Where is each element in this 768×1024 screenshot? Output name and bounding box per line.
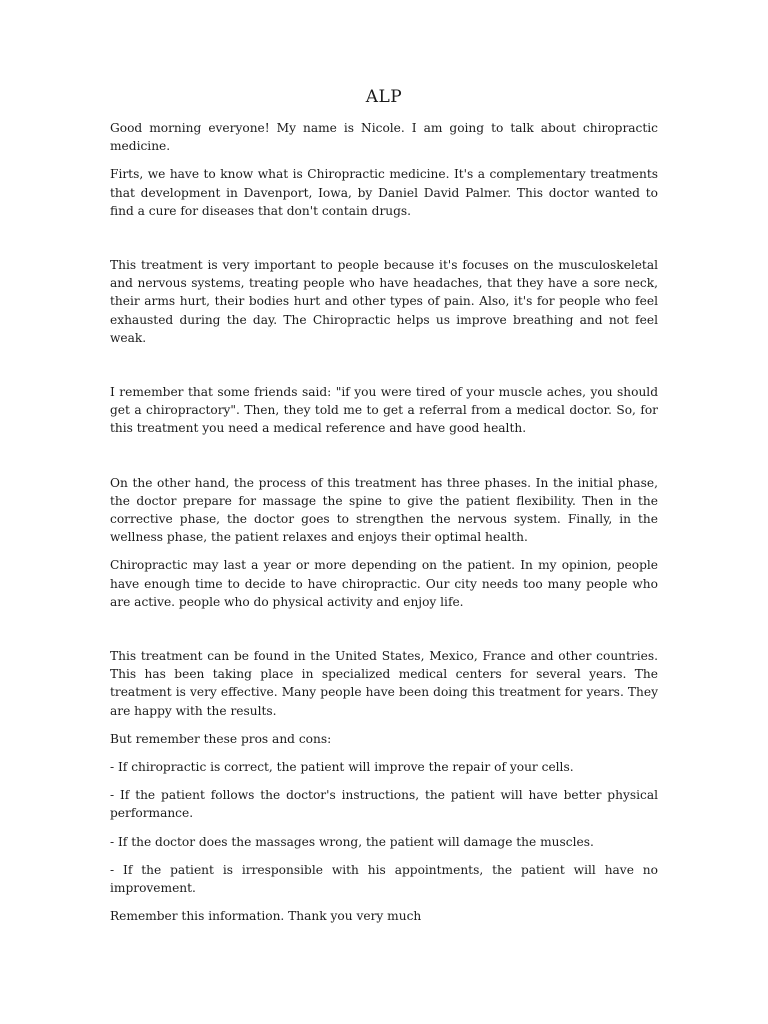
list-item-con-muscles: - If the doctor does the massages wrong, the patient will damage the muscles. [110,834,594,849]
paragraph-pros-cons-intro: But remember these pros and cons: [110,731,332,746]
paragraph-locations: This treatment can be found in the United States, Mexico, France and other countries. This has been taking place in specialized medical centers for several years. The treatment is very effective. Many people have been doing this treatment for years. They are happy with the results. [110,649,658,718]
list-item-pro-cells: - If chiropractic is correct, the patient will improve the repair of your cells. [110,760,574,775]
document-page [110,86,658,926]
paragraph-phases: On the other hand, the process of this treatment has three phases. In the initial phase, the doctor prepare for massage the spine to give the patient flexibility. Then in the corrective phase, the doctor goes to strengthen the nervous system. Finally, in the wellness phase, the patient relaxes and enjoys their optimal health. [110,475,658,545]
paragraph-friends: I remember that some friends said: "if you were tired of your muscle aches, you should get a chiropractory". Then, they told me to get a referral from a medical doctor. So, for this treatment you need a medical reference and have good health. [110,385,658,436]
paragraph-duration: Chiropractic may last a year or more depending on the patient. In my opinion, people have enough time to decide to have chiropractic. Our city needs too many people who are active. people who do physical activity and enjoy life. [110,558,658,609]
paragraph-greeting: Good morning everyone! My name is Nicole. I am going to talk about chiropractic medicine. [110,121,658,154]
paragraph-definition: Firts, we have to know what is Chiropractic medicine. It's a complementary treatments that development in Davenport, Iowa, by Daniel David Palmer. This doctor wanted to find a cure for diseases that don't contain drugs. [110,167,658,218]
paragraph-importance: This treatment is very important to people because it's focuses on the musculoskeletal and nervous systems, treating people who have headaches, that they have a sore neck, their arms hurt, their bodies hurt and other types of pain. Also, it's for people who feel exhausted during the day. The Chiropractic helps us improve breathing and not feel weak. [110,258,658,345]
list-item-con-appointments: - If the patient is irresponsible with his appointments, the patient will have no improvement. [110,862,658,896]
list-item-pro-performance: - If the patient follows the doctor's instructions, the patient will have better physical performance. [110,788,658,821]
document-title: ALP [365,87,403,107]
paragraph-closing: Remember this information. Thank you very much [110,909,422,924]
